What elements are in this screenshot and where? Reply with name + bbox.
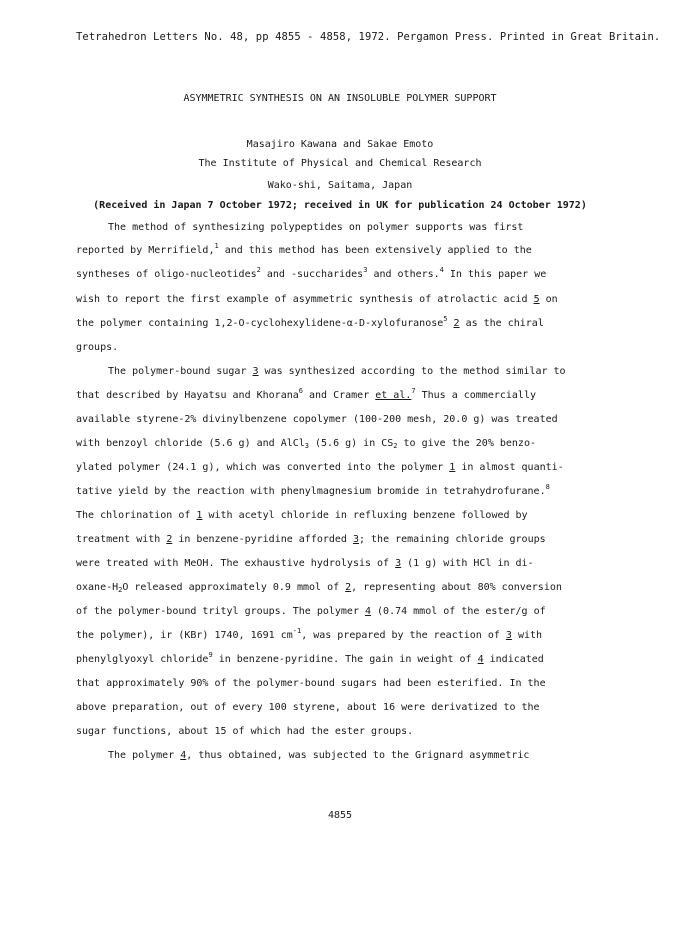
- text-run: tative yield by the reaction with phenylmagnesium bromide in tetrahydrofurane.: [76, 486, 546, 497]
- page-number: 4855: [327, 810, 353, 821]
- reference-superscript: 4: [439, 266, 444, 274]
- body-line: [76, 294, 558, 305]
- text-run: available styrene-2% divinylbenzene copolymer (100-200 mesh, 20.0 g) was treated: [76, 414, 558, 425]
- text-run: , was prepared by the reaction of: [301, 630, 506, 641]
- body-line: [76, 510, 528, 521]
- compound-number: 2: [166, 534, 173, 545]
- text-run: with benzoyl chloride (5.6 g) and AlCl: [76, 438, 305, 449]
- text-run: ylated polymer (24.1 g), which was converted into the polymer: [76, 462, 450, 473]
- compound-number: 5: [533, 294, 540, 305]
- text-run: , representing about 80% conversion: [351, 582, 562, 593]
- reference-superscript: 8: [545, 483, 550, 491]
- reference-superscript: 3: [363, 266, 368, 274]
- compound-number: 4: [180, 750, 187, 761]
- text-run: sugar functions, about 15 of which had the ester groups.: [76, 726, 414, 737]
- text-run: of the polymer-bound trityl groups. The polymer: [76, 606, 365, 617]
- body-line: [76, 266, 547, 280]
- text-run: (5.6 g) in CS: [309, 438, 394, 449]
- text-run: and Cramer: [302, 390, 376, 401]
- text-run: Thus a commercially: [415, 390, 536, 401]
- text-run: was synthesized according to the method similar to: [258, 366, 566, 377]
- text-run: ; the remaining chloride groups: [359, 534, 546, 545]
- body-line: [76, 651, 544, 665]
- body-line: [108, 750, 529, 761]
- reference-superscript: 9: [208, 651, 213, 659]
- text-run: syntheses of oligo-nucleotides: [76, 269, 257, 280]
- compound-number: 2: [453, 318, 460, 329]
- text-run: in benzene-pyridine. The gain in weight of: [212, 654, 478, 665]
- body-line: [76, 582, 562, 593]
- compound-number: 3: [395, 558, 402, 569]
- article-title: ASYMMETRIC SYNTHESIS ON AN INSOLUBLE POLYMER SUPPORT: [183, 93, 497, 104]
- subscript: 3: [304, 442, 309, 450]
- compound-number: 4: [477, 654, 484, 665]
- body-line: [76, 342, 118, 353]
- text-run: with acetyl chloride in refluxing benzene followed by: [202, 510, 528, 521]
- received-dates: (Received in Japan 7 October 1972; received in UK for publication 24 October 1972): [93, 200, 587, 211]
- institution: The Institute of Physical and Chemical Research: [198, 158, 482, 169]
- reference-superscript: 5: [443, 315, 448, 323]
- reference-superscript: 1: [214, 242, 219, 250]
- body-line: [76, 726, 413, 737]
- compound-number: 3: [505, 630, 512, 641]
- subscript: 2: [118, 586, 123, 594]
- text-run: The method of synthesizing polypeptides on polymer supports was first: [108, 222, 524, 233]
- text-run: The polymer-bound sugar: [108, 366, 253, 377]
- text-run: in almost quanti-: [455, 462, 564, 473]
- body-line: [76, 387, 536, 401]
- body-line: [76, 462, 564, 473]
- reference-superscript: 6: [298, 387, 303, 395]
- text-run: above preparation, out of every 100 styrene, about 16 were derivatized to the: [76, 702, 540, 713]
- text-run: the polymer containing 1,2-O-cyclohexylidene-α-D-xylofuranose: [76, 318, 444, 329]
- text-run: The chlorination of: [76, 510, 197, 521]
- text-run: wish to report the first example of asymmetric synthesis of atrolactic acid: [76, 294, 534, 305]
- location: Wako-shi, Saitama, Japan: [267, 180, 413, 191]
- text-run: the polymer), ir (KBr) 1740, 1691 cm: [76, 630, 293, 641]
- text-run: and this method has been extensively applied to the: [218, 245, 532, 256]
- text-run: to give the 20% benzo-: [397, 438, 536, 449]
- text-run: with: [511, 630, 543, 641]
- text-run: groups.: [76, 342, 119, 353]
- reference-superscript: 2: [256, 266, 261, 274]
- body-line: [76, 414, 558, 425]
- text-run: (1 g) with HCl in di-: [401, 558, 534, 569]
- text-run: , thus obtained, was subjected to the Grignard asymmetric: [186, 750, 530, 761]
- compound-number: 3: [252, 366, 259, 377]
- text-run: on: [539, 294, 558, 305]
- body-line: [76, 483, 550, 497]
- body-line: [76, 438, 536, 449]
- compound-number: 1: [196, 510, 203, 521]
- reference-superscript: 7: [411, 387, 416, 395]
- body-line: [76, 534, 546, 545]
- text-run: in benzene-pyridine afforded: [172, 534, 353, 545]
- authors: Masajiro Kawana and Sakae Emoto: [246, 139, 434, 150]
- compound-number: 1: [449, 462, 456, 473]
- text-run: phenylglyoxyl chloride: [76, 654, 209, 665]
- text-run: and others.: [367, 269, 440, 280]
- text-run: reported by Merrifield,: [76, 245, 215, 256]
- text-run: that described by Hayatsu and Khorana: [76, 390, 299, 401]
- body-line: [76, 606, 546, 617]
- compound-number: 4: [364, 606, 372, 617]
- body-line: [108, 222, 523, 233]
- body-line: [76, 627, 543, 641]
- compound-number: 3: [352, 534, 359, 545]
- text-run: as the chiral: [459, 318, 544, 329]
- text-run: O released approximately 0.9 mmol of: [122, 582, 346, 593]
- text-run: that approximately 90% of the polymer-bound sugars had been esterified. In the: [76, 678, 546, 689]
- journal-header: Tetrahedron Letters No. 48, pp 4855 - 4858, 1972. Pergamon Press. Printed in Great Britain.: [76, 31, 661, 43]
- text-run: treatment with: [76, 534, 167, 545]
- text-run: and -succharides: [260, 269, 364, 280]
- body-line: [76, 315, 544, 329]
- body-line: [76, 702, 540, 713]
- text-run: oxane-H: [76, 582, 119, 593]
- text-run: The polymer: [108, 750, 181, 761]
- body-line: [108, 366, 566, 377]
- text-run: (0.74 mmol of the ester/g of: [371, 606, 546, 617]
- text-run: indicated: [483, 654, 544, 665]
- text-run: In this paper we: [443, 269, 547, 280]
- compound-number: 2: [345, 582, 352, 593]
- subscript: 2: [393, 442, 398, 450]
- superscript: -1: [292, 627, 302, 635]
- et-al: et al.: [375, 390, 412, 401]
- body-line: [76, 242, 532, 256]
- body-line: [76, 678, 546, 689]
- body-line: [76, 558, 534, 569]
- text-run: were treated with MeOH. The exhaustive hydrolysis of: [76, 558, 396, 569]
